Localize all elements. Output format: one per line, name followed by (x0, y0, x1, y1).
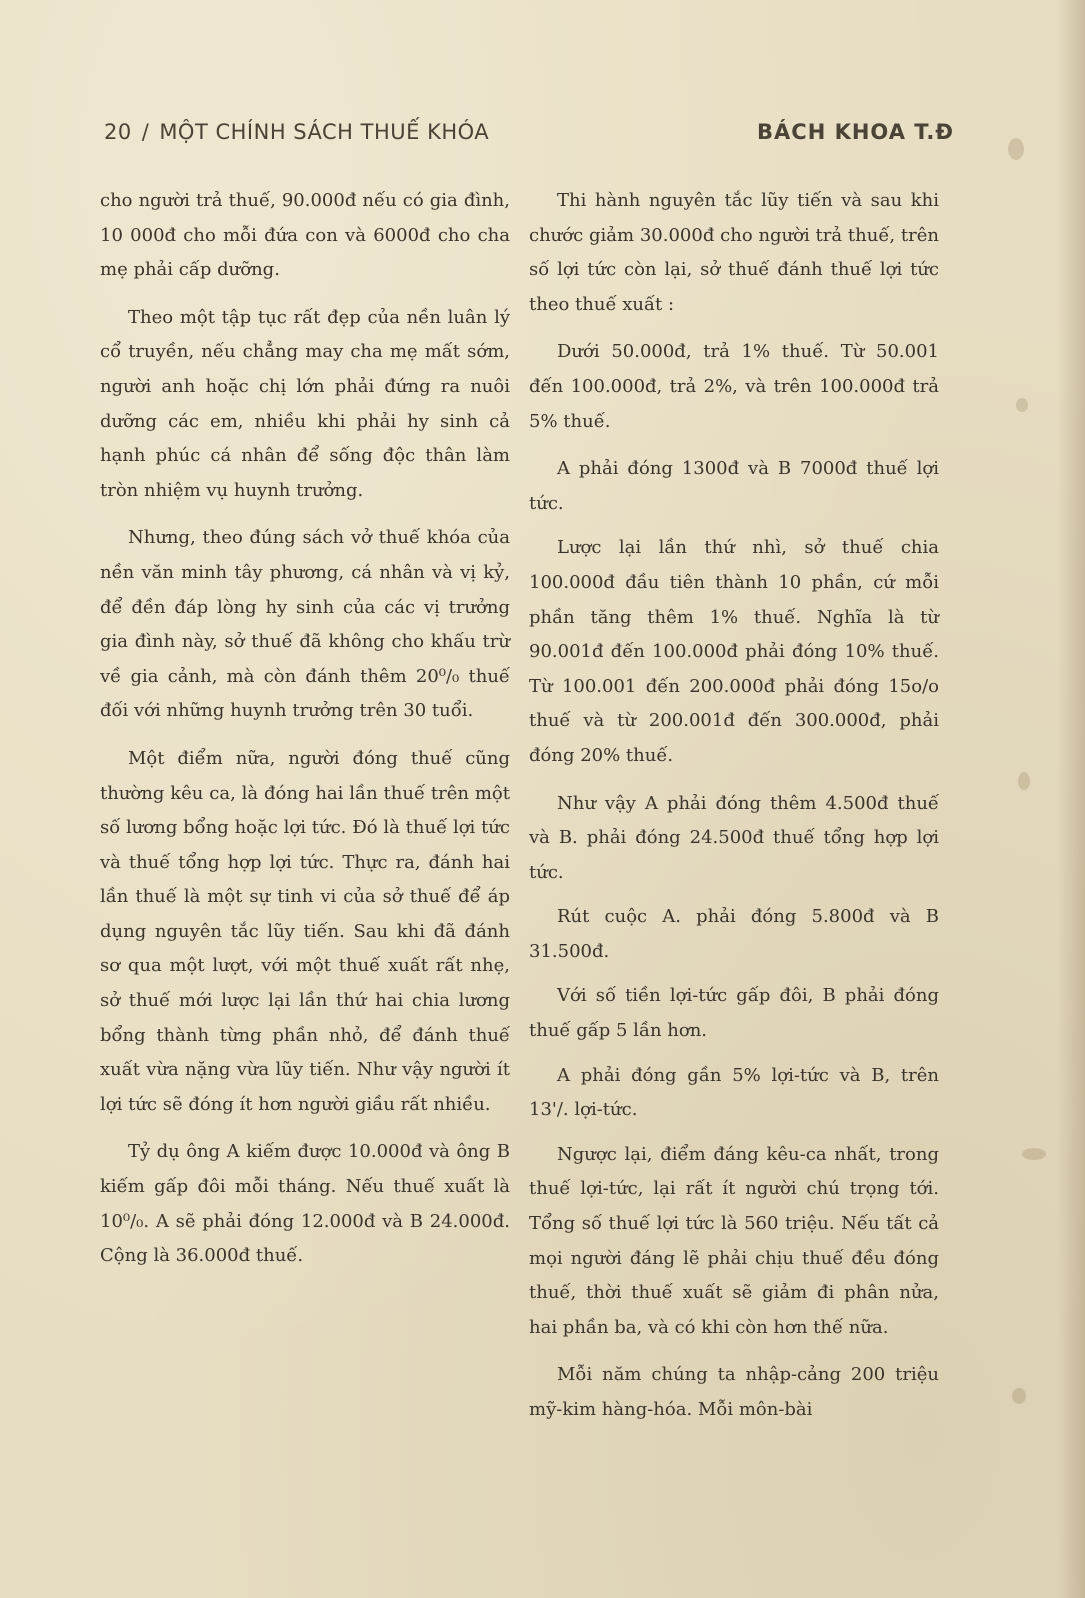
paper-stain (1018, 772, 1030, 790)
paragraph: cho người trả thuế, 90.000đ nếu có gia đình, 10 000đ cho mỗi đứa con và 6000đ cho cha mẹ phải cấp dưỡng. (100, 190, 510, 281)
paragraph: Tỷ dụ ông A kiếm được 10.000đ và ông B kiếm gấp đôi mỗi tháng. Nếu thuế xuất là 10⁰/₀. A sẽ phải đóng 12.000đ và B 24.000đ. Cộng là 36.000đ thuế. (100, 1141, 510, 1267)
magazine-name: BÁCH KHOA T.Đ (757, 120, 954, 144)
paragraph: Mỗi năm chúng ta nhập-cảng 200 triệu mỹ-kim hàng-hóa. Mỗi môn-bài (529, 1364, 939, 1420)
paragraph: Một điểm nữa, người đóng thuế cũng thường kêu ca, là đóng hai lần thuế trên một số lương bổng hoặc lợi tức. Đó là thuế lợi tức và thuế tổng hợp lợi tức. Thực ra, đánh hai lần thuế là một sự tinh vi của sở thuế để áp dụng nguyên tắc lũy tiến. Sau khi đã đánh sơ qua một lượt, với một thuế xuất rất nhẹ, sở thuế mới lược lại lần thứ hai chia lương bổng thành từng phần nhỏ, để đánh thuế xuất vừa nặng vừa lũy tiến. Như vậy người ít lợi tức sẽ đóng ít hơn người giầu rất nhiều. (100, 747, 510, 1115)
header-separator: / (141, 120, 150, 144)
paragraph: Theo một tập tục rất đẹp của nền luân lý cổ truyền, nếu chẳng may cha mẹ mất sớm, người anh hoặc chị lớn phải đứng ra nuôi dưỡng các em, nhiều khi phải hy sinh cả hạnh phúc cá nhân để sống độc thân làm tròn nhiệm vụ huynh trưởng. (100, 306, 510, 501)
page-edge-shadow (1057, 0, 1085, 1598)
paragraph: Ngược lại, điểm đáng kêu-ca nhất, trong thuế lợi-tức, lại rất ít người chú trọng tới. Tổng số thuế lợi tức là 560 triệu. Nếu tất cả mọi người đáng lẽ phải chịu thuế đều đóng thuế, thời thuế xuất sẽ giảm đi phân nửa, hai phần ba, và có khi còn hơn thế nữa. (529, 1143, 939, 1338)
paper-stain (1022, 1148, 1046, 1160)
paragraph: Với số tiền lợi-tức gấp đôi, B phải đóng thuế gấp 5 lần hơn. (529, 985, 939, 1042)
header-left (104, 120, 489, 144)
paper-stain (1008, 138, 1024, 160)
paper-stain (1012, 1388, 1026, 1404)
left-text-column (100, 184, 510, 1287)
paragraph: Thi hành nguyên tắc lũy tiến và sau khi chước giảm 30.000đ cho người trả thuế, trên số lợi tức còn lại, sở thuế đánh thuế lợi tức theo thuế xuất : (529, 190, 939, 315)
paragraph: Rút cuộc A. phải đóng 5.800đ và B 31.500đ. (529, 906, 939, 962)
running-header (104, 120, 954, 154)
paper-stain (1016, 398, 1028, 412)
right-text-column (529, 184, 939, 1441)
article-title: MỘT CHÍNH SÁCH THUẾ KHÓA (159, 120, 490, 144)
paragraph: Lược lại lần thứ nhì, sở thuế chia 100.000đ đầu tiên thành 10 phần, cứ mỗi phần tăng thêm 1% thuế. Nghĩa là từ 90.001đ đến 100.000đ phải đóng 10% thuế. Từ 100.001 đến 200.000đ phải đóng 15o/o thuế và từ 200.001đ đến 300.000đ, phải đóng 20% thuế. (529, 537, 939, 766)
page-number: 20 (104, 120, 132, 144)
paragraph: Như vậy A phải đóng thêm 4.500đ thuế và B. phải đóng 24.500đ thuế tổng hợp lợi tức. (529, 792, 939, 883)
paragraph: Dưới 50.000đ, trả 1% thuế. Từ 50.001 đến 100.000đ, trả 2%, và trên 100.000đ trả 5% thuế. (529, 341, 939, 432)
paragraph: A phải đóng 1300đ và B 7000đ thuế lợi tức. (529, 458, 939, 514)
paragraph: Nhưng, theo đúng sách vở thuế khóa của nền văn minh tây phương, cá nhân và vị kỷ, để đền đáp lòng hy sinh của các vị trưởng gia đình này, sở thuế đã không cho khấu trừ về gia cảnh, mà còn đánh thêm 20⁰/₀ thuế đối với những huynh trưởng trên 30 tuổi. (100, 527, 510, 722)
paragraph: A phải đóng gần 5% lợi-tức và B, trên 13'/. lợi-tức. (529, 1064, 939, 1121)
